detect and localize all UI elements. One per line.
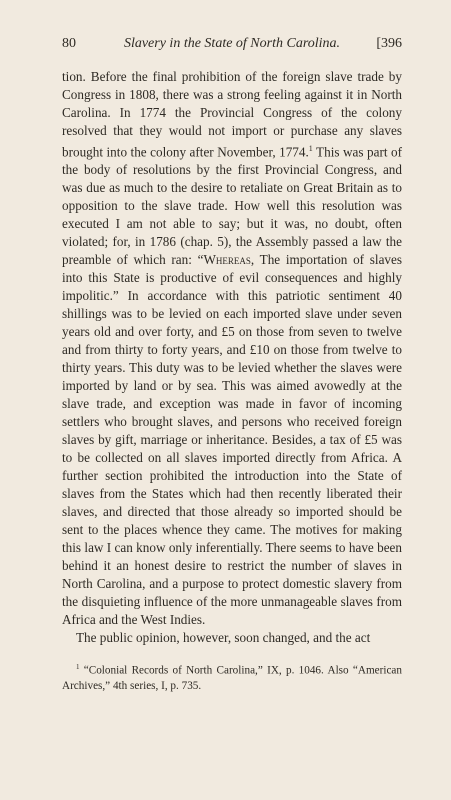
- original-page-number: [396: [376, 36, 402, 51]
- whereas-word: Whereas,: [203, 252, 255, 268]
- footnote-mark: 1: [76, 663, 80, 671]
- paragraph-1-part-a: tion. Before the final prohibition of the foreign slave trade by Congress in 1808, there was a strong feeling against it in North Carolina. In 1774 the Provincial Congress of the colony resolved that they would not import or purchase any slaves brought into the colony after November, 1774.: [62, 69, 402, 160]
- footnote-reference: 1: [308, 144, 313, 153]
- paragraph-1-part-b: This was part of the body of resolutions by the first Provincial Congress, and was due as much to the desire to retaliate on Great Britain as to opposition to the slave trade. How well this resolution was executed I am not able to say; but it was, no doubt, often violated; for, in 1786 (chap. 5), the Assembly passed a law the preamble of which ran: “: [62, 144, 402, 268]
- running-title: Slavery in the State of North Carolina.: [123, 36, 341, 51]
- footnote-body: “Colonial Records of North Carolina,” IX, p. 1046. Also “American Archives,” 4th series, I, p. 735.: [62, 664, 402, 692]
- body-text: [62, 68, 402, 647]
- paragraph-2: The public opinion, however, soon changed, and the act: [76, 630, 371, 646]
- page-number: 80: [62, 36, 76, 51]
- paragraph-1: [62, 68, 402, 629]
- footnote-text: [62, 660, 402, 694]
- running-header: [62, 36, 402, 56]
- paragraph-1-part-c: The importation of slaves into this State is productive of evil consequences and highly impolitic.” In accordance with this patriotic sentiment 40 shillings was to be levied on each imported slave under seven years old and over forty, and £5 on those from seven to twelve and from thirty to forty years, and £10 on those from twelve to thirty years. This duty was to be levied whether the slaves were imported by land or by sea. This was aimed avowedly at the slave trade, and exception was made in favor of incoming settlers who brought slaves, and persons who received foreign slaves by gift, marriage or inheritance. Besides, a tax of £5 was to be collected on all slaves imported directly from Africa. A further section prohibited the introduction into the State of slaves from the States which had then recently liberated their slaves, and directed that those already so imported should be sent to the places whence they came. The motives for making this law I can know only inferentially. There seems to have been behind it an honest desire to restrict the number of slaves in North Carolina, and a purpose to protect domestic slavery from the disquieting influence of the more unmanageable slaves from Africa and the West Indies.: [62, 252, 402, 628]
- footnote: [62, 660, 402, 694]
